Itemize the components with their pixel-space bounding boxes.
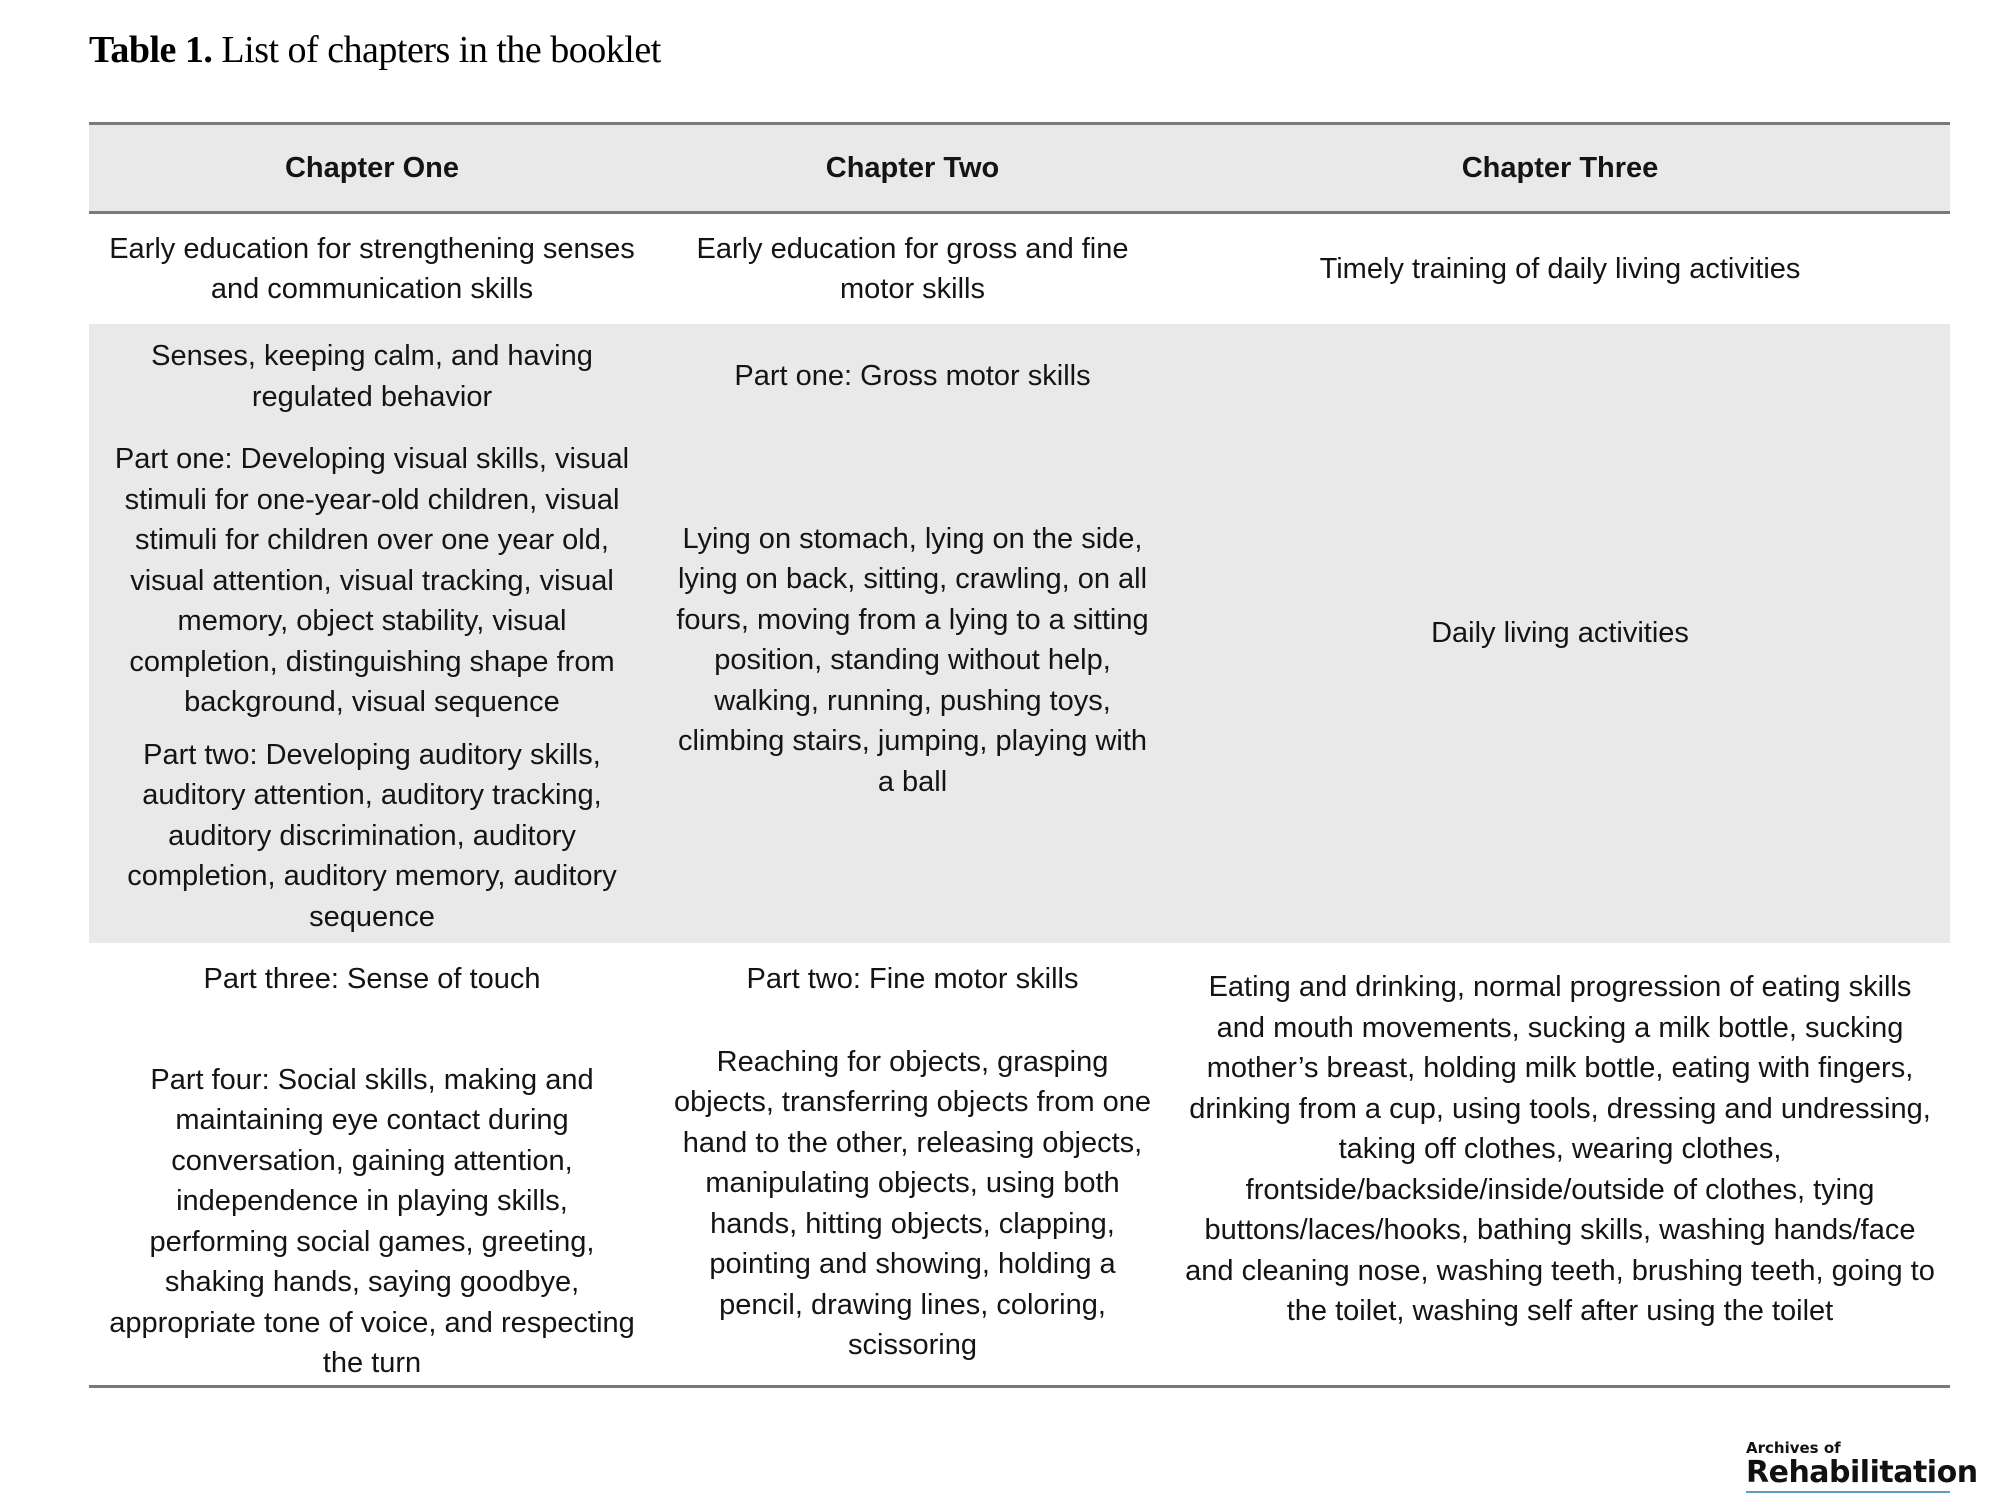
table-row (89, 324, 1950, 943)
auditory-skills-text: Part two: Developing auditory skills, auditory attention, auditory tracking, auditory discrimination, auditory completion, auditory memory, auditory sequence (127, 738, 617, 933)
chapter-three-title: Timely training of daily living activities (1319, 252, 1801, 285)
chapters-table (89, 122, 1950, 1388)
table-row (89, 213, 1950, 325)
fine-motor-heading: Part two: Fine motor skills (746, 963, 1079, 995)
table-caption-text: List of chapters in the booklet (221, 29, 661, 71)
table-caption (89, 28, 661, 72)
chapters-table-container (89, 122, 1950, 1388)
header-chapter-two: Chapter Two (825, 151, 1000, 184)
gross-motor-heading: Part one: Gross motor skills (734, 360, 1091, 392)
journal-logo (1746, 1439, 1978, 1493)
visual-skills-text: Part one: Developing visual skills, visual stimuli for one-year-old children, visual stimuli for children over one year old, visual attention, visual tracking, visual memory, object stability, visual completion, distinguishing shape from background, visual sequence (114, 443, 630, 718)
chapter-two-fine-motor-cell (655, 943, 1170, 1387)
daily-living-activities-text: Eating and drinking, normal progression of eating skills and mouth movements, sucking a milk bottle, sucking mother’s breast, holding milk bottle, eating with fingers, drinking from a cup, using tools, dressing and undressing, taking off clothes, wearing clothes, frontside/backside/inside/outside of clothes, tying buttons/laces/hooks, bathing skills, washing hands/face and cleaning nose, washing teeth, brushing teeth, going to the toilet, washing self after using the toilet (1185, 971, 1935, 1327)
chapter-three-activities-cell (1170, 943, 1950, 1387)
chapter-three-daily-living-cell (1170, 324, 1950, 943)
chapter-two-gross-motor-cell (655, 324, 1170, 943)
senses-regulated-behavior-text: Senses, keeping calm, and having regulated behavior (151, 340, 593, 413)
daily-living-heading: Daily living activities (1431, 617, 1689, 650)
fine-motor-text: Reaching for objects, grasping objects, transferring objects from one hand to the other, releasing objects, manipulating objects, using both hands, hitting objects, clapping, pointing and showing, holding a pencil, drawing lines, coloring, scissoring (673, 1045, 1152, 1361)
header-chapter-one: Chapter One (284, 151, 460, 184)
logo-line-archives: Archives of (1746, 1439, 1841, 1457)
chapter-one-title: Early education for strengthening senses and communication skills (109, 232, 635, 305)
logo-line-rehabilitation: Rehabilitation (1746, 1455, 1978, 1490)
gross-motor-text: Lying on stomach, lying on the side, lying on back, sitting, crawling, on all fours, moving from a lying to a sitting position, standing without help, walking, running, pushing toys, climbing stairs, jumping, playing with a ball (676, 522, 1149, 798)
chapter-two-title: Early education for gross and fine motor skills (696, 232, 1129, 305)
table-row (89, 943, 1950, 1387)
chapter-one-senses-cell (89, 324, 655, 943)
chapter-one-touch-social-cell (89, 943, 655, 1387)
table-header-row (89, 124, 1950, 213)
table-caption-label: Table 1. (89, 29, 213, 71)
sense-of-touch-text: Part three: Sense of touch (203, 963, 541, 995)
header-chapter-three: Chapter Three (1461, 151, 1659, 184)
social-skills-text: Part four: Social skills, making and maintaining eye contact during conversation, gaining attention, independence in playing skills, performing social games, greeting, shaking hands, saying goodbye, appropriate tone of voice, and respecting the turn (109, 1063, 635, 1379)
logo-underline (1746, 1491, 1950, 1493)
